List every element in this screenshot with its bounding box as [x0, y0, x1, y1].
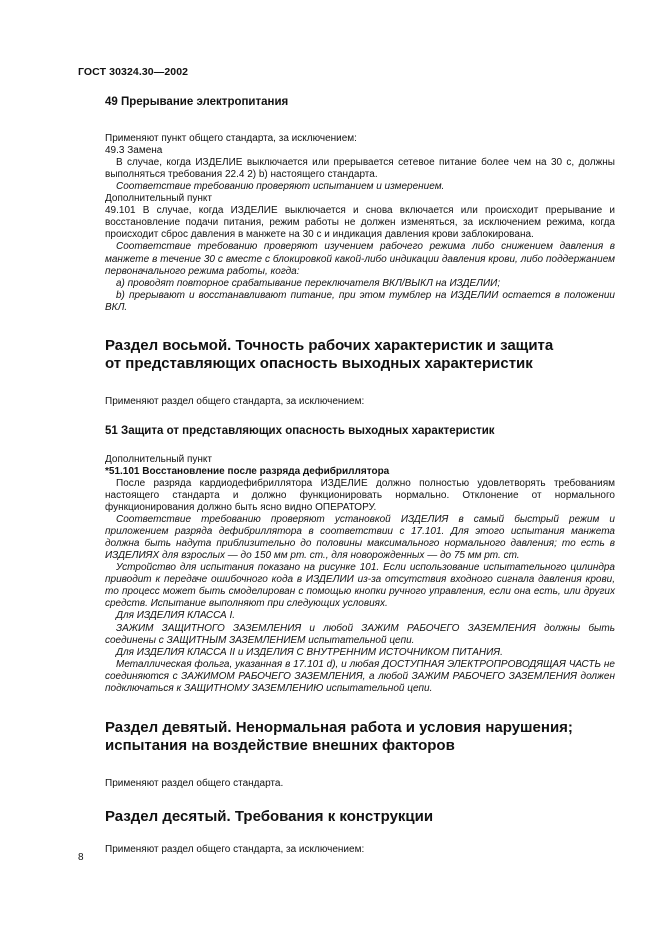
paragraph: Дополнительный пункт	[105, 453, 212, 465]
section-heading-line: Раздел девятый. Ненормальная работа и условия нарушения;	[105, 718, 573, 736]
paragraph: В случае, когда ИЗДЕЛИЕ выключается или прерывается сетевое питание более чем на 30 с, должны выполняться требования 22.4 2) b) настоящего стандарта.	[105, 157, 615, 181]
list-item: a) проводят повторное срабатывание переключателя ВКЛ/ВЫКЛ на ИЗДЕЛИИ;	[116, 277, 501, 289]
section-heading-line: от представляющих опасность выходных характеристик	[105, 355, 533, 373]
paragraph: Дополнительный пункт	[105, 193, 212, 205]
section-9-heading	[105, 719, 615, 756]
paragraph: Применяют раздел общего стандарта, за исключением:	[105, 844, 365, 856]
clause-51-heading: 51 Защита от представляющих опасность выходных характеристик	[105, 424, 495, 437]
paragraph: ЗАЖИМ ЗАЩИТНОГО ЗАЗЕМЛЕНИЯ и любой ЗАЖИМ РАБОЧЕГО ЗАЗЕМЛЕНИЯ должны быть соединены с ЗАЩИТНЫМ ЗАЗЕМЛЕНИЕМ испытательной цепи.	[105, 622, 615, 646]
section-8-heading	[105, 337, 615, 374]
section-heading-line: Раздел восьмой. Точность рабочих характеристик и защита	[105, 336, 554, 354]
paragraph: Применяют пункт общего стандарта, за исключением:	[105, 133, 357, 145]
list-item: b) прерывают и восстанавливают питание, при этом тумблер на ИЗДЕЛИИ остается в положении ВКЛ.	[105, 289, 615, 313]
page-content	[105, 96, 615, 856]
paragraph: Применяют раздел общего стандарта, за исключением:	[105, 395, 365, 407]
compliance-paragraph: Соответствие требованию проверяют установкой ИЗДЕЛИЯ в самый быстрый режим и приложением разряда дефибриллятора в соответствии с 17.101. Для этого испытания манжета должна быть надута приблизительно до половины максимального нормального давления; то есть в ИЗДЕЛИЯХ для взрослых — до 150 мм рт. ст., для новорожденных — до 75 мм рт. ст.	[105, 514, 615, 562]
paragraph: Для ИЗДЕЛИЯ КЛАССА II и ИЗДЕЛИЯ С ВНУТРЕННИМ ИСТОЧНИКОМ ПИТАНИЯ.	[116, 646, 503, 658]
compliance-paragraph: Соответствие требованию проверяют изучением рабочего режима либо снижением давления в манжете в течение 30 с вместе с блокировкой какой-либо индикации давления крови, либо поддержанием первоначального режима работы, когда:	[105, 241, 615, 277]
paragraph: 49.101 В случае, когда ИЗДЕЛИЕ выключается и снова включается или происходит прерывание и восстановление подачи питания, режим работы не должен изменяться, за исключением режима, когда происходит сброс давления в манжете на 30 с и индикация давления крови заблокирована.	[105, 205, 615, 241]
section-10-heading: Раздел десятый. Требования к конструкции	[105, 807, 434, 825]
paragraph: Для ИЗДЕЛИЯ КЛАССА I.	[116, 610, 236, 622]
document-header: ГОСТ 30324.30—2002	[78, 66, 189, 78]
subclause-heading: *51.101 Восстановление после разряда дефибриллятора	[105, 465, 390, 477]
paragraph: 49.3 Замена	[105, 145, 163, 157]
section-heading-line: испытания на воздействие внешних факторов	[105, 737, 455, 755]
paragraph: Металлическая фольга, указанная в 17.101 d), и любая ДОСТУПНАЯ ЭЛЕКТРОПРОВОДЯЩАЯ ЧАСТЬ не соединяются с ЗАЖИМОМ РАБОЧЕГО ЗАЗЕМЛЕНИЯ, а любой ЗАЖИМ РАБОЧЕГО ЗАЗЕМЛЕНИЯ должен подключаться к ЗАЩИТНОМУ ЗАЗЕМЛЕНИЮ испытательной цепи.	[105, 658, 615, 694]
compliance-paragraph: Устройство для испытания показано на рисунке 101. Если использование испытательного цилиндра приводит к передаче ошибочного кода в ИЗДЕЛИИ из-за отсутствия входного сигнала давления крови, то процесс может быть смоделирован с помощью кнопки ручного управления, если она есть, или других средств. Испытание выполняют при следующих условиях.	[105, 562, 615, 610]
page-number: 8	[78, 852, 84, 863]
paragraph: Применяют раздел общего стандарта.	[105, 777, 284, 789]
clause-49-heading: 49 Прерывание электропитания	[105, 96, 289, 108]
compliance-paragraph: Соответствие требованию проверяют испытанием и измерением.	[116, 181, 445, 193]
paragraph: После разряда кардиодефибриллятора ИЗДЕЛИЕ должно полностью удовлетворять требованиям настоящего стандарта и должно функционировать нормально. Отклонение от нормального функционирования должно быть ясно видно ОПЕРАТОРУ.	[105, 477, 615, 514]
